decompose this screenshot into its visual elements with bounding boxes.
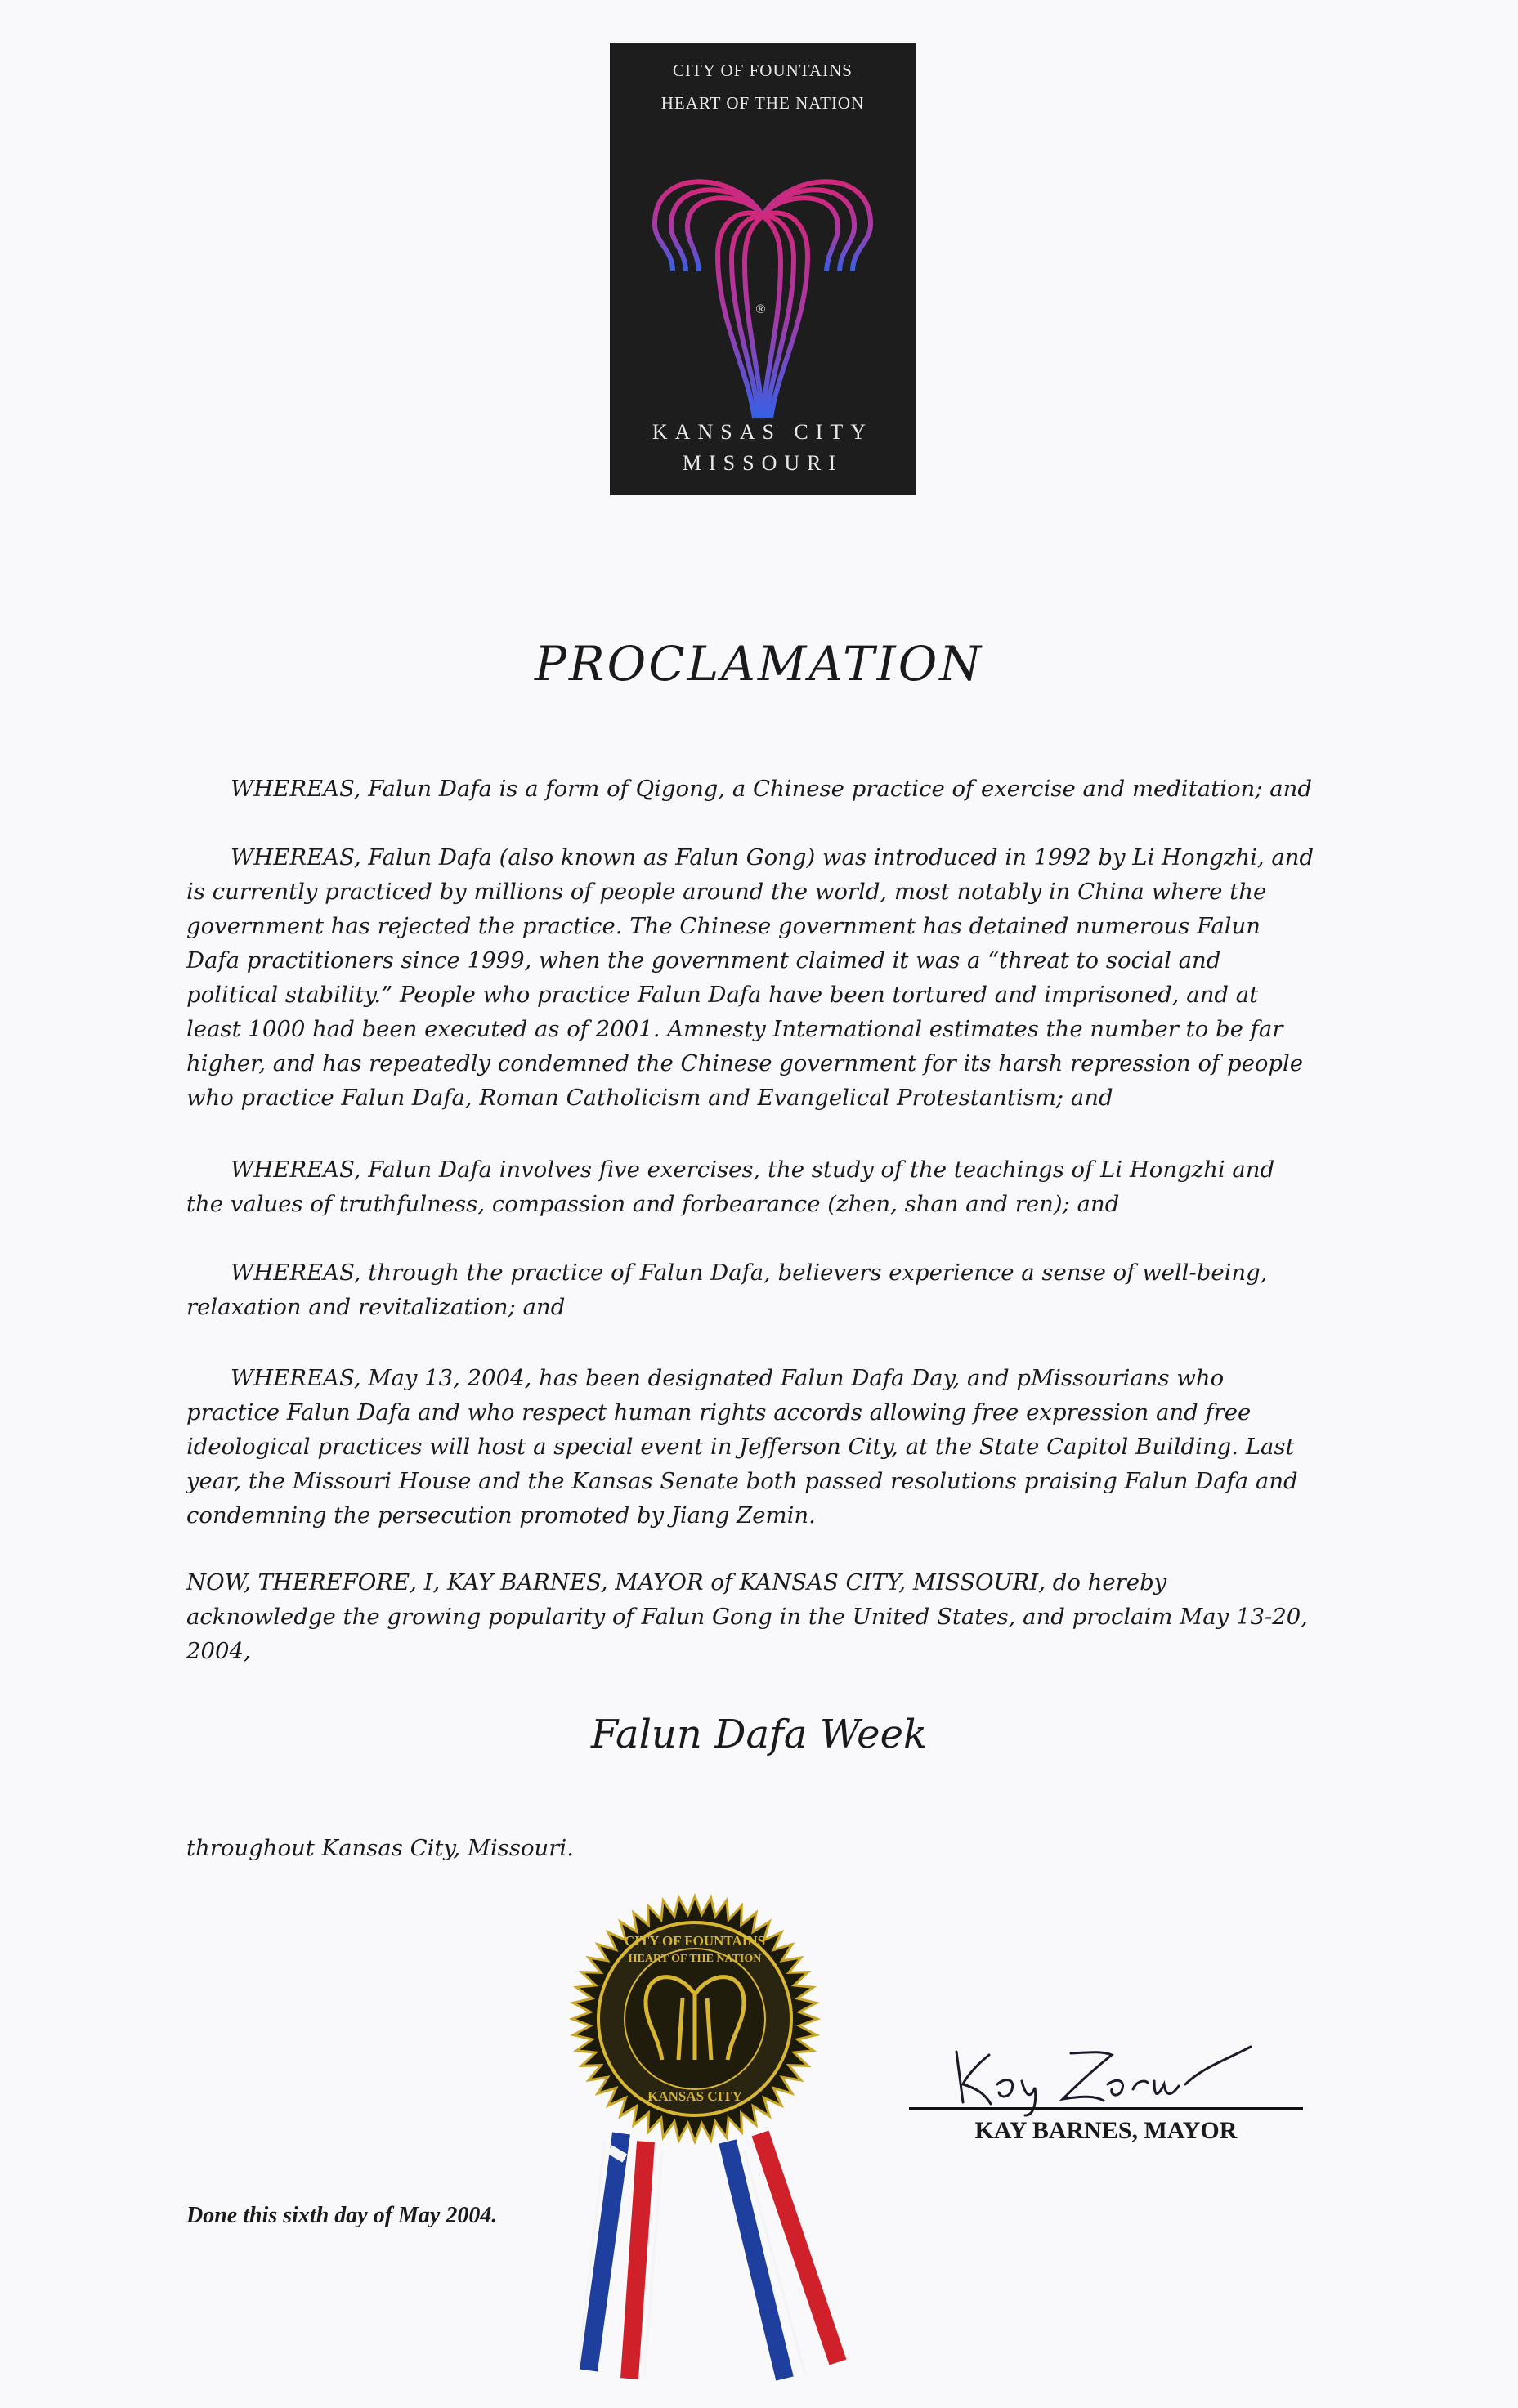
kansas-city-logo <box>610 43 916 495</box>
seal-ring-text-mid: HEART OF THE NATION <box>628 1953 762 1965</box>
date-line: Done this sixth day of May 2004. <box>186 2203 498 2228</box>
signatory-name: KAY BARNES, MAYOR <box>974 2117 1238 2144</box>
paragraph-whereas-2: WHEREAS, Falun Dafa (also known as Falun Gong) was introduced in 1992 by Li Hongzhi, and is currently practiced by millions of people around the world, most notably in China where the government has rejected the practice. The Chinese government has detained numerous Falun Dafa practitioners since 1999, when the government claimed it was a “threat to social and political stability.” People who practice Falun Dafa have been tortured and imprisoned, and at least 1000 had been executed as of 2001. Amnesty International estimates the number to be far higher, and has repeatedly condemned the Chinese government for its harsh repression of people who practice Falun Dafa, Roman Catholicism and Evangelical Protestantism; and <box>186 844 1314 1111</box>
seal-ring-text-bottom: KANSAS CITY <box>647 2088 742 2104</box>
registered-mark: ® <box>755 302 767 316</box>
logo-tagline-1: CITY OF FOUNTAINS <box>673 60 853 80</box>
proclamation-title: PROCLAMATION <box>534 636 984 692</box>
signature-line <box>909 2107 1303 2110</box>
fountain-heart-icon <box>640 157 885 443</box>
gold-seal-icon <box>523 1880 866 2403</box>
paragraph-whereas-3: WHEREAS, Falun Dafa involves five exercises, the study of the teachings of Li Hongzhi and the values of truthfulness, compassion and forbearance (zhen, shan and ren); and <box>186 1157 1275 1217</box>
handwritten-signature <box>940 2035 1283 2117</box>
closing-line: throughout Kansas City, Missouri. <box>186 1835 574 1861</box>
logo-city: KANSAS CITY <box>652 420 874 444</box>
paragraph-now-therefore: NOW, THEREFORE, I, KAY BARNES, MAYOR of KANSAS CITY, MISSOURI, do hereby acknowledge the growing popularity of Falun Gong in the United States, and proclaim May 13-20, 2004, <box>186 1569 1308 1664</box>
seal-ring-text-top: CITY OF FOUNTAINS <box>624 1933 766 1949</box>
logo-state: MISSOURI <box>682 451 844 475</box>
paragraph-whereas-5: WHEREAS, May 13, 2004, has been designated Falun Dafa Day, and pMissourians who practice Falun Dafa and who respect human rights accords allowing free expression and free ideological practices will host a special event in Jefferson City, at the State Capitol Building. Last year, the Missouri House and the Kansas Senate both passed resolutions praising Falun Dafa and condemning the persecution promoted by Jiang Zemin. <box>186 1365 1298 1528</box>
proclaimed-event: Falun Dafa Week <box>590 1712 928 1757</box>
paragraph-whereas-1: WHEREAS, Falun Dafa is a form of Qigong, a Chinese practice of exercise and meditation; and <box>231 776 1312 802</box>
paragraph-whereas-4: WHEREAS, through the practice of Falun Dafa, believers experience a sense of well-being, relaxation and revitalization; and <box>186 1260 1268 1320</box>
logo-tagline-2: HEART OF THE NATION <box>660 93 865 113</box>
